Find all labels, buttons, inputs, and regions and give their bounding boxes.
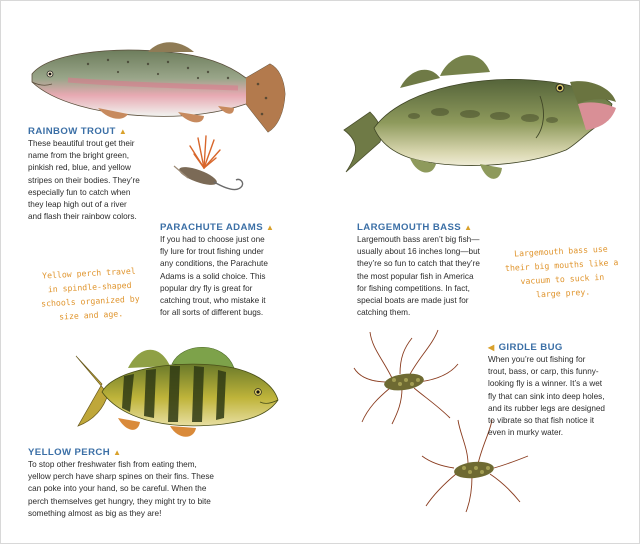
text-line: any conditions, the Parachute: [160, 259, 268, 269]
note-line: their big mouths like a: [504, 257, 619, 273]
text-line: stripes on their bodies. They’re: [28, 175, 140, 185]
text-line: looking fly is a winner. It’s a wet: [488, 379, 603, 389]
note-line: Yellow perch travel: [41, 265, 136, 281]
text-line: catching them.: [357, 308, 411, 318]
rainbow-trout-paragraph: [28, 138, 168, 223]
triangle-up-icon: ▲: [266, 223, 275, 232]
yellow-perch-note: [29, 263, 152, 325]
text-line: even in murky water.: [488, 428, 564, 438]
yellow-perch-paragraph: [28, 459, 268, 520]
note-line: large prey.: [535, 286, 591, 300]
text-line: yellow perch have sharp spines on their fins. These: [28, 472, 214, 482]
text-line: for fishing competitions. In fact,: [357, 283, 470, 293]
note-line: size and age.: [58, 308, 124, 322]
triangle-up-icon: ▲: [113, 448, 122, 457]
text-line: fly lure for trout fishing under: [160, 247, 264, 257]
girdle-bug-heading: [488, 342, 563, 353]
rainbow-trout-illustration: [28, 34, 290, 138]
text-line: special boats are made just for: [357, 296, 469, 306]
text-line: can poke into your hand, so be careful. When the: [28, 484, 207, 494]
girdle-bug-paragraph: [488, 354, 628, 439]
largemouth-bass-title: LARGEMOUTH BASS: [357, 222, 462, 233]
text-line: something almost as big as they are!: [28, 508, 162, 518]
rainbow-trout-heading: [28, 126, 127, 137]
triangle-up-icon: ▲: [118, 127, 128, 136]
text-line: they’re so fun to catch that they’re: [357, 259, 480, 269]
text-line: for all sorts of different bugs.: [160, 308, 264, 318]
parachute-adams-fly-illustration: [168, 132, 250, 208]
largemouth-bass-note: [499, 241, 626, 303]
parachute-adams-paragraph: [160, 234, 290, 319]
yellow-perch-title: YELLOW PERCH: [28, 447, 111, 458]
text-line: especially fun to catch when: [28, 187, 131, 197]
text-line: When you’re out fishing for: [488, 355, 586, 364]
text-line: and flash their rainbow colors.: [28, 212, 137, 222]
text-line: pinkish red, blue, and yellow: [28, 163, 131, 173]
text-line: catching trout, who mistake it: [160, 296, 266, 306]
text-line: To stop other freshwater fish from eating them,: [28, 460, 197, 469]
text-line: fly that can sink into deep holes,: [488, 391, 605, 401]
text-line: the most popular fish in America: [357, 271, 474, 281]
text-line: popular dry fly is great for: [160, 283, 253, 293]
triangle-left-icon: ◀: [488, 343, 495, 352]
triangle-up-icon: ▲: [464, 223, 473, 232]
text-line: perch themselves get hungry, they might try to bite: [28, 496, 211, 506]
girdle-bug-title: GIRDLE BUG: [498, 342, 563, 353]
text-line: to vibrate so that fish notice it: [488, 416, 595, 426]
girdle-bug-fly-illustration: [352, 328, 462, 426]
text-line: If you had to choose just one: [160, 235, 265, 244]
text-line: Largemouth bass aren’t big fish—: [357, 235, 480, 244]
parachute-adams-title: PARACHUTE ADAMS: [160, 222, 264, 233]
yellow-perch-illustration: [74, 342, 286, 442]
note-line: Largemouth bass use: [513, 243, 608, 259]
largemouth-bass-paragraph: [357, 234, 497, 319]
note-line: in spindle-shaped: [47, 279, 132, 295]
yellow-perch-heading: [28, 447, 121, 458]
text-line: Adams is a solid choice. This: [160, 271, 266, 281]
parachute-adams-heading: [160, 222, 274, 233]
note-line: vacuum to suck in: [520, 271, 605, 287]
text-line: trout, bass, or carp, this funny-: [488, 367, 599, 377]
text-line: usually about 16 inches long—but: [357, 247, 480, 257]
rainbow-trout-title: RAINBOW TROUT: [28, 126, 116, 137]
largemouth-bass-heading: [357, 222, 472, 233]
text-line: and its rubber legs are designed: [488, 403, 605, 413]
note-line: schools organized by: [40, 293, 140, 309]
text-line: they leap high out of a river: [28, 200, 127, 210]
text-line: These beautiful trout get their: [28, 139, 135, 148]
text-line: name from the bright green,: [28, 151, 130, 161]
largemouth-bass-illustration: [340, 42, 620, 192]
